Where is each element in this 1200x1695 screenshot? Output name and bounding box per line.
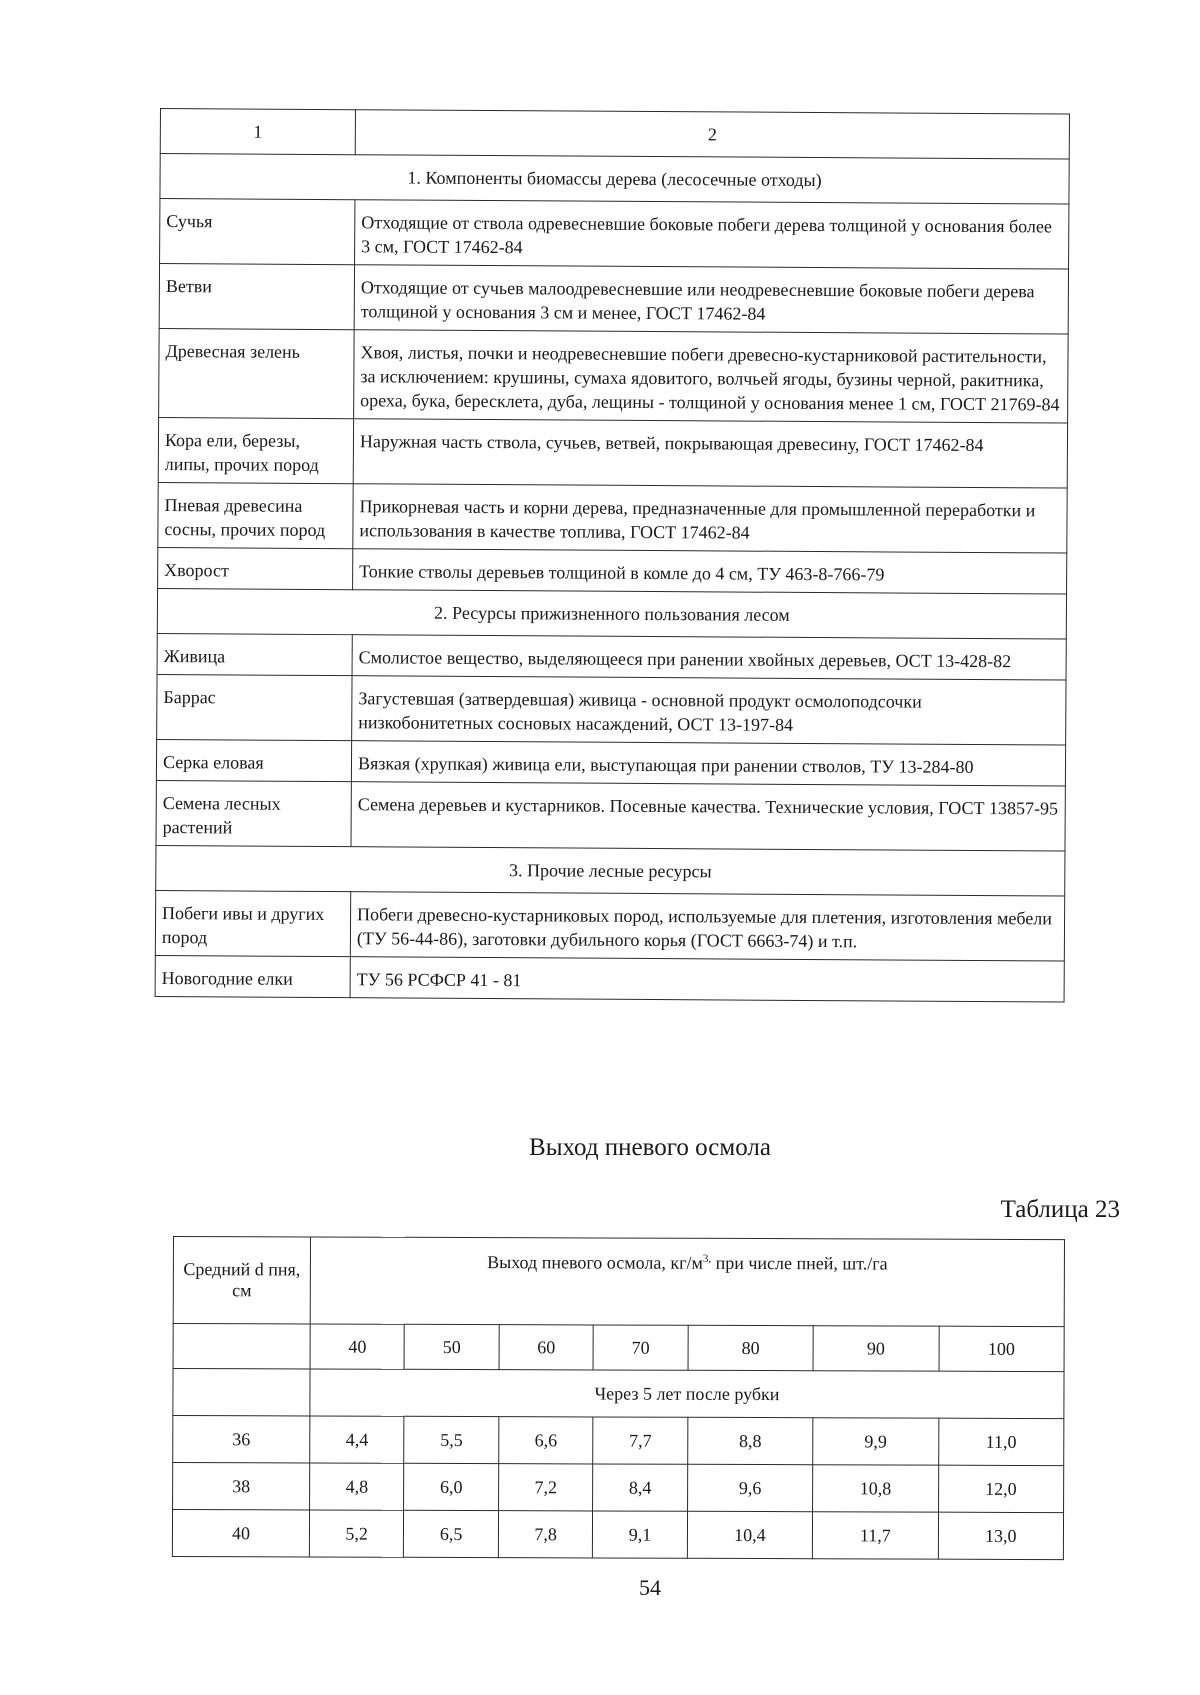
table-row bbox=[173, 1463, 1064, 1513]
section-title: 3. Прочие лесные ресурсы bbox=[156, 845, 1065, 896]
table-row bbox=[155, 955, 1064, 1002]
table-row bbox=[158, 482, 1067, 553]
yield-header-unit-exponent: 3, bbox=[702, 1252, 712, 1265]
yield-value: 10,4 bbox=[687, 1511, 813, 1558]
stump-resin-yield-table bbox=[172, 1236, 1065, 1560]
table-row bbox=[158, 417, 1067, 488]
yield-value: 6,5 bbox=[404, 1510, 499, 1557]
section-title: 2. Ресурсы прижизненного пользования лесом bbox=[157, 588, 1066, 639]
yield-value: 11,0 bbox=[938, 1418, 1064, 1465]
resource-description: Отходящие от сучьев малоодревесневшие или неодревесневшие боковые побеги дерева толщиной у основания 3 см и менее, ГОСТ 17462-84 bbox=[354, 265, 1068, 334]
resource-name: Семена лесных растений bbox=[156, 780, 351, 846]
resource-name: Новогодние елки bbox=[155, 955, 350, 997]
section-row bbox=[156, 845, 1065, 896]
resource-description: Хвоя, листья, почки и неодревесневшие побеги древесно-кустарниковой растительности, за исключением: крушины, сумаха ядовитого, волчьей ягоды, бузины черной, ракитника, ореха, бука, бересклета, дуба, лещины - толщиной у основания менее 1 см, ГОСТ 21769-84 bbox=[354, 330, 1069, 423]
yield-value: 5,5 bbox=[404, 1416, 499, 1463]
stump-count-row bbox=[173, 1324, 1064, 1372]
section-row bbox=[157, 588, 1066, 639]
resource-description: Прикорневая часть и корни дерева, предназначенные для промышленной переработки и использования в качестве топлива, ГОСТ 17462-84 bbox=[353, 484, 1067, 553]
yield-value: 11,7 bbox=[813, 1512, 939, 1559]
table-row bbox=[158, 547, 1067, 594]
table-header-row bbox=[173, 1237, 1064, 1327]
table-row bbox=[159, 328, 1069, 423]
resource-name: Древесная зелень bbox=[159, 328, 355, 418]
resource-description: ТУ 56 РСФСР 41 - 81 bbox=[350, 957, 1064, 1002]
table-row bbox=[155, 890, 1064, 961]
resource-description: Смолистое вещество, выделяющееся при ранении хвойных деревьев, ОСТ 13-428-82 bbox=[352, 635, 1066, 680]
yield-value: 9,6 bbox=[687, 1464, 813, 1511]
yield-value: 4,8 bbox=[310, 1463, 405, 1510]
stump-count: 70 bbox=[593, 1325, 688, 1370]
yield-value: 5,2 bbox=[309, 1510, 404, 1557]
yield-value: 7,7 bbox=[593, 1417, 688, 1464]
resource-name: Ветви bbox=[159, 264, 354, 330]
table-row bbox=[156, 739, 1065, 786]
yield-value: 6,0 bbox=[404, 1463, 499, 1510]
table-label: Таблица 23 bbox=[1000, 1196, 1120, 1223]
stump-count: 100 bbox=[939, 1326, 1065, 1371]
header-col-1: 1 bbox=[160, 109, 355, 155]
table-row bbox=[157, 633, 1066, 680]
stump-diameter: 38 bbox=[173, 1463, 310, 1510]
table-row bbox=[156, 780, 1065, 851]
stump-count: 40 bbox=[310, 1324, 405, 1369]
section-heading: Выход пневого осмола bbox=[529, 1134, 771, 1161]
yield-value: 10,8 bbox=[813, 1465, 939, 1512]
resource-description: Семена деревьев и кустарников. Посевные качества. Технические условия, ГОСТ 13857-95 bbox=[351, 782, 1065, 851]
page-number: 54 bbox=[639, 1575, 661, 1600]
header-col-2: 2 bbox=[355, 110, 1069, 159]
resource-name: Хворост bbox=[158, 547, 353, 589]
yield-header-tail: при числе пней, шт./га bbox=[711, 1252, 888, 1274]
stump-diameter: 36 bbox=[173, 1416, 310, 1463]
yield-header-text: Выход пневого осмола, кг/м bbox=[487, 1252, 703, 1273]
yield-value: 4,4 bbox=[310, 1416, 405, 1463]
resource-description: Вязкая (хрупкая) живица ели, выступающая при ранении стволов, ТУ 13-284-80 bbox=[351, 741, 1065, 786]
table-row bbox=[172, 1510, 1063, 1560]
resource-description: Побеги древесно-кустарниковых пород, используемые для плетения, изготовления мебели (ТУ 56-44-86), заготовки дубильного корья (ГОСТ 6663-74) и т.п. bbox=[350, 892, 1064, 961]
table-header-row bbox=[160, 109, 1069, 160]
yield-value: 13,0 bbox=[938, 1512, 1064, 1559]
stump-count: 80 bbox=[688, 1325, 814, 1370]
table-row bbox=[173, 1416, 1064, 1466]
yield-value: 7,8 bbox=[498, 1511, 593, 1558]
resource-name: Сучья bbox=[160, 199, 355, 265]
resource-description: Загустевшая (затвердевшая) живица - основной продукт осмолоподсочки низкобонитетных сосновых насаждений, ОСТ 13-197-84 bbox=[352, 676, 1066, 745]
table-row bbox=[160, 199, 1069, 270]
resource-name: Баррас bbox=[157, 674, 352, 740]
yield-value: 8,8 bbox=[688, 1417, 814, 1464]
yield-value: 12,0 bbox=[938, 1465, 1064, 1512]
empty-cell bbox=[173, 1324, 310, 1369]
stump-count: 90 bbox=[813, 1326, 939, 1371]
resource-name: Побеги ивы и других пород bbox=[155, 890, 350, 956]
stump-count: 50 bbox=[404, 1324, 499, 1369]
period-subheader: Через 5 лет после рубки bbox=[310, 1369, 1064, 1419]
resource-name: Пневая древесина сосны, прочих пород bbox=[158, 482, 353, 548]
resource-name: Живица bbox=[157, 633, 352, 675]
section-row bbox=[160, 154, 1069, 205]
yield-header bbox=[310, 1237, 1064, 1327]
resource-description: Наружная часть ствола, сучьев, ветвей, покрывающая древесину, ГОСТ 17462-84 bbox=[353, 419, 1067, 488]
section-title: 1. Компоненты биомассы дерева (лесосечные отходы) bbox=[160, 154, 1069, 205]
stump-diameter: 40 bbox=[172, 1510, 309, 1557]
subheader-row bbox=[173, 1369, 1064, 1419]
yield-value: 9,1 bbox=[593, 1511, 688, 1558]
forest-resources-table bbox=[155, 108, 1070, 1003]
yield-value: 8,4 bbox=[593, 1464, 688, 1511]
yield-value: 6,6 bbox=[499, 1417, 594, 1464]
yield-value: 7,2 bbox=[498, 1464, 593, 1511]
stump-count: 60 bbox=[499, 1325, 594, 1370]
resource-name: Серка еловая bbox=[156, 739, 351, 781]
yield-value: 9,9 bbox=[813, 1418, 939, 1465]
table-row bbox=[157, 674, 1066, 745]
resource-description: Тонкие стволы деревьев толщиной в комле до 4 см, ТУ 463-8-766-79 bbox=[353, 549, 1067, 594]
resource-name: Кора ели, березы, липы, прочих пород bbox=[158, 417, 353, 483]
table-row bbox=[159, 264, 1068, 335]
diameter-header: Средний d пня, см bbox=[173, 1237, 310, 1324]
resource-description: Отходящие от ствола одревесневшие боковые побеги дерева толщиной у основания более 3 см, ГОСТ 17462-84 bbox=[355, 200, 1069, 269]
empty-cell bbox=[173, 1369, 310, 1416]
